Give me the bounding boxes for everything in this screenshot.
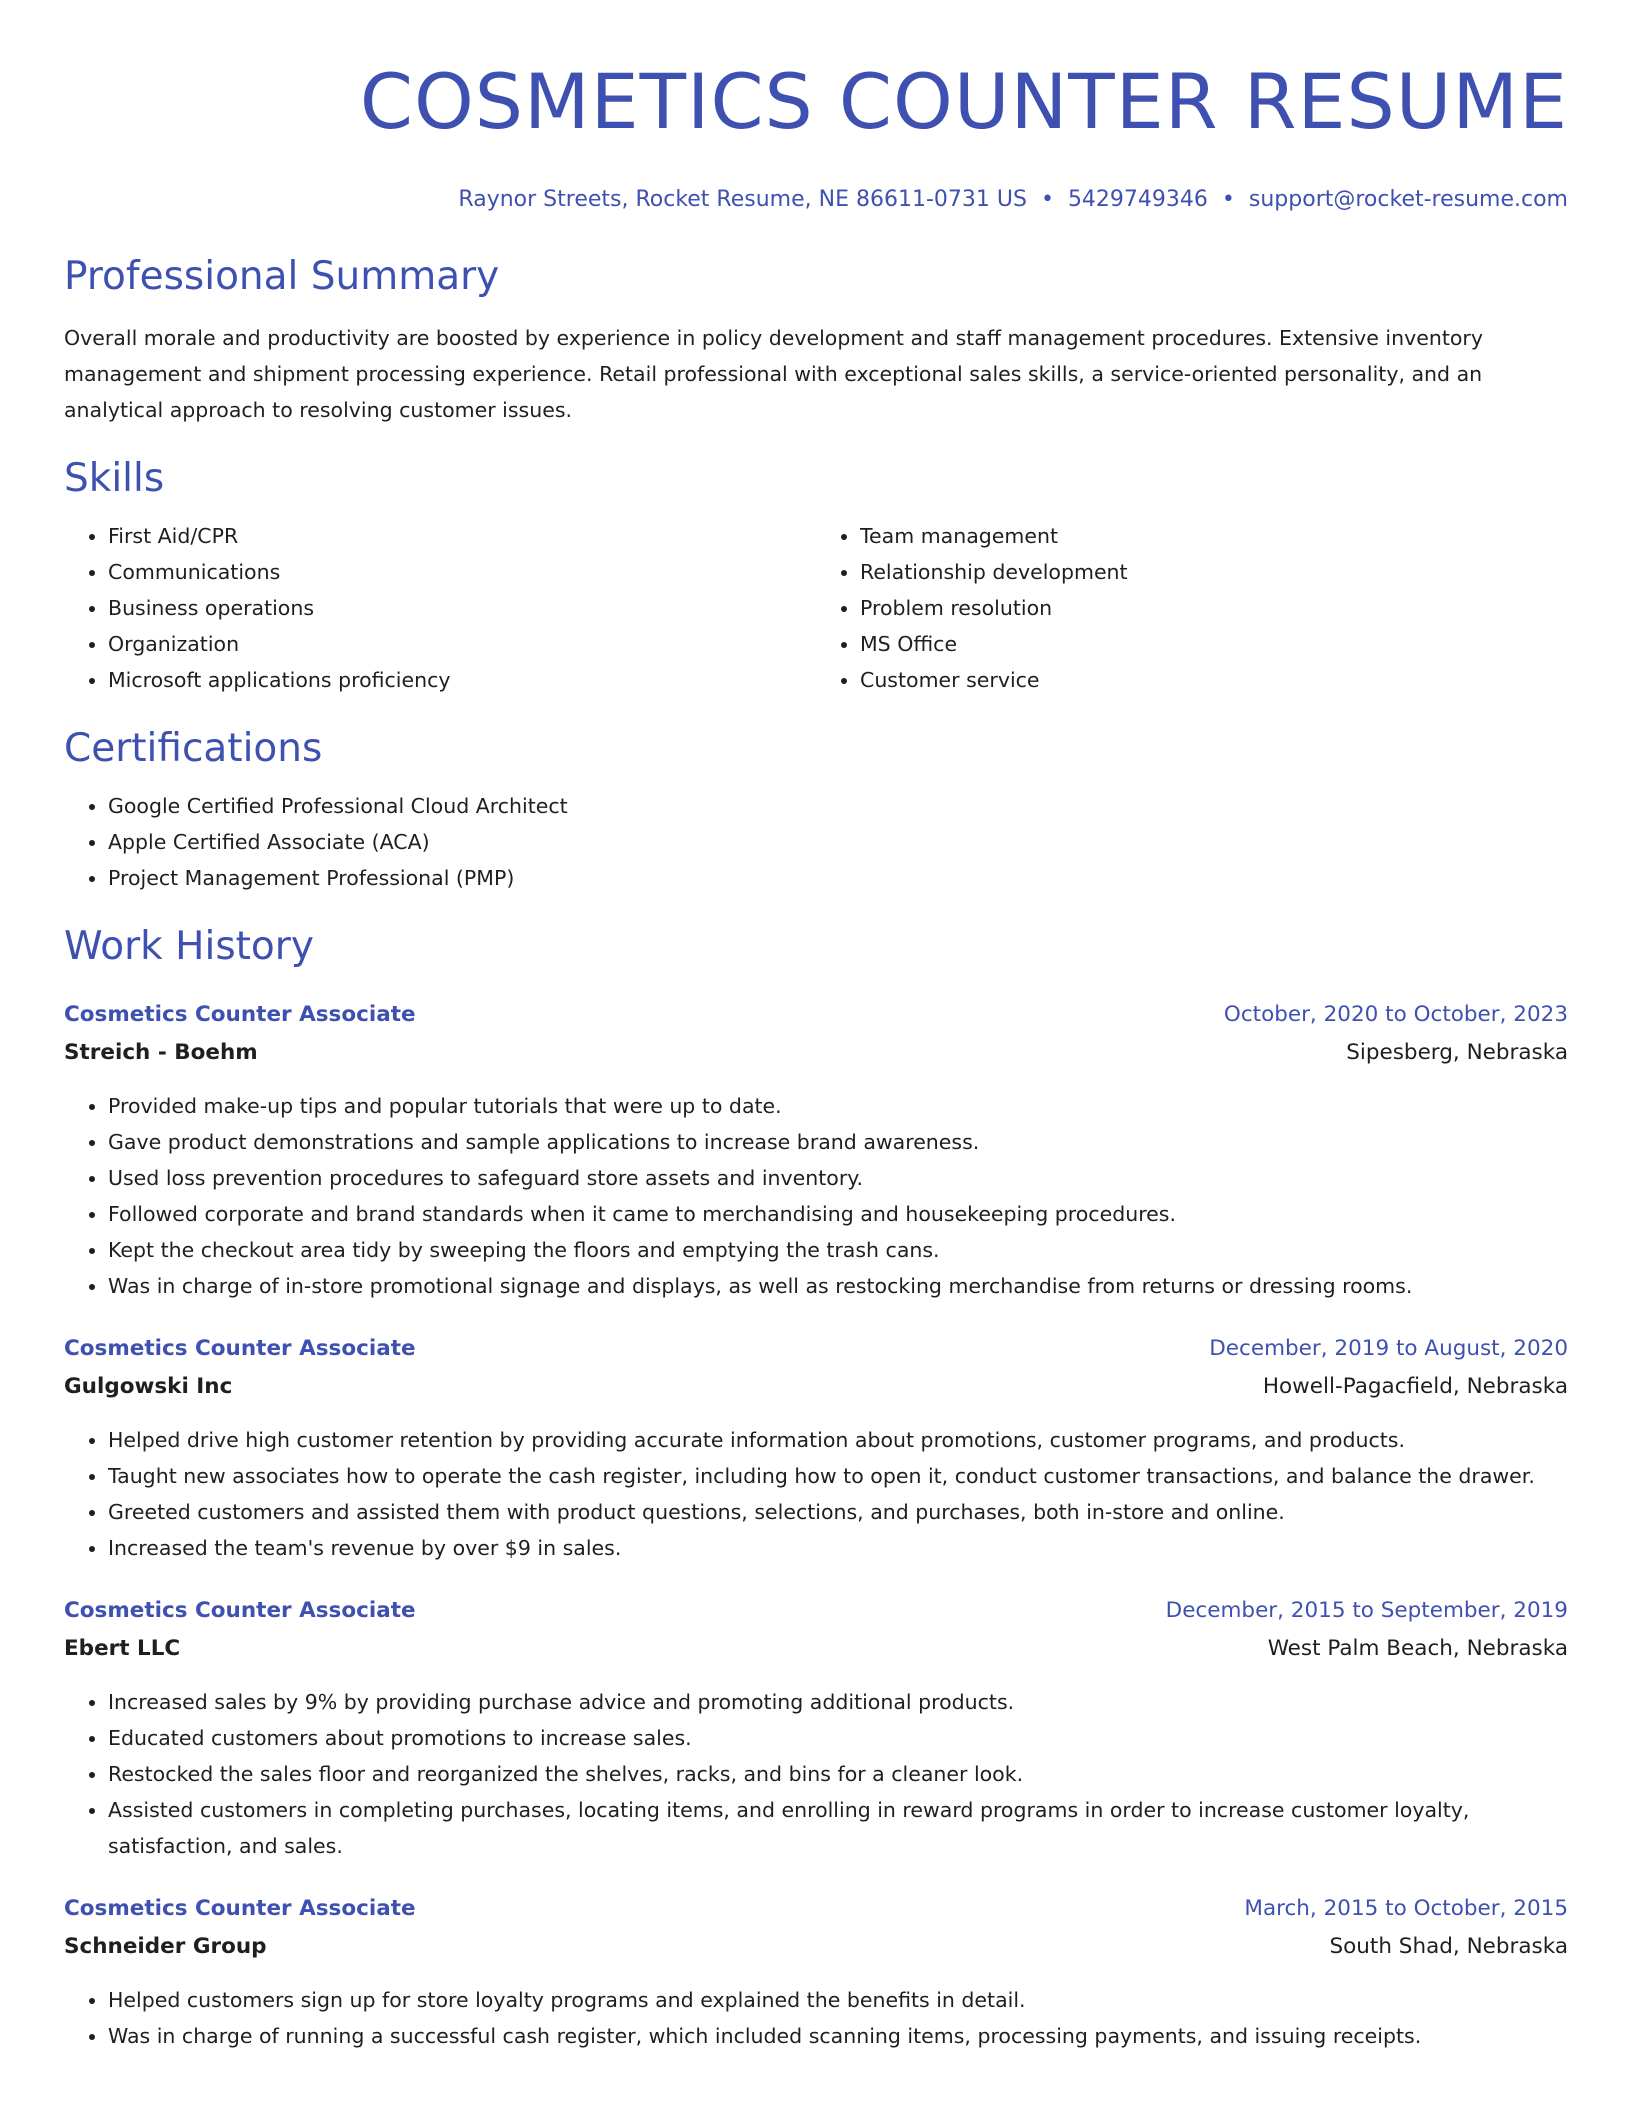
certification-item: • Project Management Professional (PMP)	[108, 860, 1568, 896]
skills-list-left	[64, 518, 816, 698]
job-bullet: • Increased sales by 9% by providing purchase advice and promoting additional products.	[108, 1684, 1568, 1720]
job-bullet: • Increased the team's revenue by over $9 in sales.	[108, 1530, 1568, 1566]
job-bullet: • Taught new associates how to operate the cash register, including how to open it, conduct customer transactions, and balance the drawer.	[108, 1458, 1568, 1494]
job-entry	[64, 996, 1568, 1304]
job-title: Cosmetics Counter Associate	[64, 1598, 416, 1623]
job-dates: December, 2015 to September, 2019	[1165, 1598, 1568, 1623]
job-title: Cosmetics Counter Associate	[64, 1336, 416, 1361]
job-bullet: • Used loss prevention procedures to safeguard store assets and inventory.	[108, 1160, 1568, 1196]
skill-item: • Problem resolution	[860, 590, 1568, 626]
job-bullet: • Kept the checkout area tidy by sweeping the floors and emptying the trash cans.	[108, 1232, 1568, 1268]
skill-item: • First Aid/CPR	[108, 518, 816, 554]
job-bullets	[64, 1982, 1568, 2054]
skill-item: • MS Office	[860, 626, 1568, 662]
job-bullet: • Was in charge of running a successful cash register, which included scanning items, processing payments, and issuing receipts.	[108, 2018, 1568, 2054]
job-company: Ebert LLC	[64, 1636, 181, 1661]
contact-separator: •	[1221, 187, 1235, 212]
skill-item: • Organization	[108, 626, 816, 662]
job-bullet: • Provided make-up tips and popular tutorials that were up to date.	[108, 1088, 1568, 1124]
job-bullet: • Gave product demonstrations and sample applications to increase brand awareness.	[108, 1124, 1568, 1160]
skill-item: • Microsoft applications proficiency	[108, 662, 816, 698]
job-bullets	[64, 1422, 1568, 1566]
skill-item: • Team management	[860, 518, 1568, 554]
job-company: Schneider Group	[64, 1934, 267, 1959]
certification-item: • Apple Certified Associate (ACA)	[108, 824, 1568, 860]
contact-address: Raynor Streets, Rocket Resume, NE 86611-0731 US	[458, 187, 1027, 212]
contact-phone: 5429749346	[1067, 187, 1208, 212]
contact-line	[64, 186, 1568, 214]
job-entry	[64, 1330, 1568, 1566]
job-location: West Palm Beach, Nebraska	[1267, 1636, 1568, 1661]
job-location: Howell-Pagacfield, Nebraska	[1262, 1374, 1568, 1399]
job-dates: March, 2015 to October, 2015	[1244, 1896, 1568, 1921]
job-dates: December, 2019 to August, 2020	[1209, 1336, 1568, 1361]
job-dates: October, 2020 to October, 2023	[1223, 1002, 1568, 1027]
work-history-heading: Work History	[64, 924, 314, 969]
job-bullet: • Helped customers sign up for store loyalty programs and explained the benefits in detail.	[108, 1982, 1568, 2018]
job-bullet: • Assisted customers in completing purchases, locating items, and enrolling in reward programs in order to increase customer loyalty, satisfaction, and sales.	[108, 1792, 1568, 1864]
skill-item: • Customer service	[860, 662, 1568, 698]
job-entry	[64, 1890, 1568, 2054]
job-bullet: • Restocked the sales floor and reorganized the shelves, racks, and bins for a cleaner look.	[108, 1756, 1568, 1792]
job-location: Sipesberg, Nebraska	[1346, 1040, 1568, 1065]
skills-columns	[64, 518, 1568, 698]
certifications-list	[64, 788, 1568, 896]
job-title: Cosmetics Counter Associate	[64, 1896, 416, 1921]
certifications-heading: Certifications	[64, 726, 323, 771]
summary-heading: Professional Summary	[64, 254, 500, 299]
job-bullet: • Helped drive high customer retention by providing accurate information about promotions, customer programs, and products.	[108, 1422, 1568, 1458]
resume-title: COSMETICS COUNTER RESUME	[359, 57, 1568, 146]
skill-item: • Communications	[108, 554, 816, 590]
contact-separator: •	[1040, 187, 1054, 212]
skill-item: • Business operations	[108, 590, 816, 626]
contact-email: support@rocket-resume.com	[1248, 187, 1568, 212]
job-bullets	[64, 1088, 1568, 1304]
job-bullet: • Greeted customers and assisted them with product questions, selections, and purchases, both in-store and online.	[108, 1494, 1568, 1530]
job-company: Streich - Boehm	[64, 1040, 258, 1065]
summary-text: Overall morale and productivity are boosted by experience in policy development and staff management procedures. Extensive inventory management and shipment processing experience. Retail professional with exceptional sales skills, a service-oriented personality, and an analytical approach to resolving customer issues.	[64, 326, 1483, 422]
job-bullet: • Educated customers about promotions to increase sales.	[108, 1720, 1568, 1756]
job-location: South Shad, Nebraska	[1329, 1934, 1568, 1959]
job-bullets	[64, 1684, 1568, 1864]
skill-item: • Relationship development	[860, 554, 1568, 590]
skills-heading: Skills	[64, 456, 165, 501]
job-entry	[64, 1592, 1568, 1864]
job-company: Gulgowski Inc	[64, 1374, 233, 1399]
job-title: Cosmetics Counter Associate	[64, 1002, 416, 1027]
certification-item: • Google Certified Professional Cloud Architect	[108, 788, 1568, 824]
job-bullet: • Followed corporate and brand standards when it came to merchandising and housekeeping procedures.	[108, 1196, 1568, 1232]
job-bullet: • Was in charge of in-store promotional signage and displays, as well as restocking merchandise from returns or dressing rooms.	[108, 1268, 1568, 1304]
skills-list-right	[816, 518, 1568, 698]
